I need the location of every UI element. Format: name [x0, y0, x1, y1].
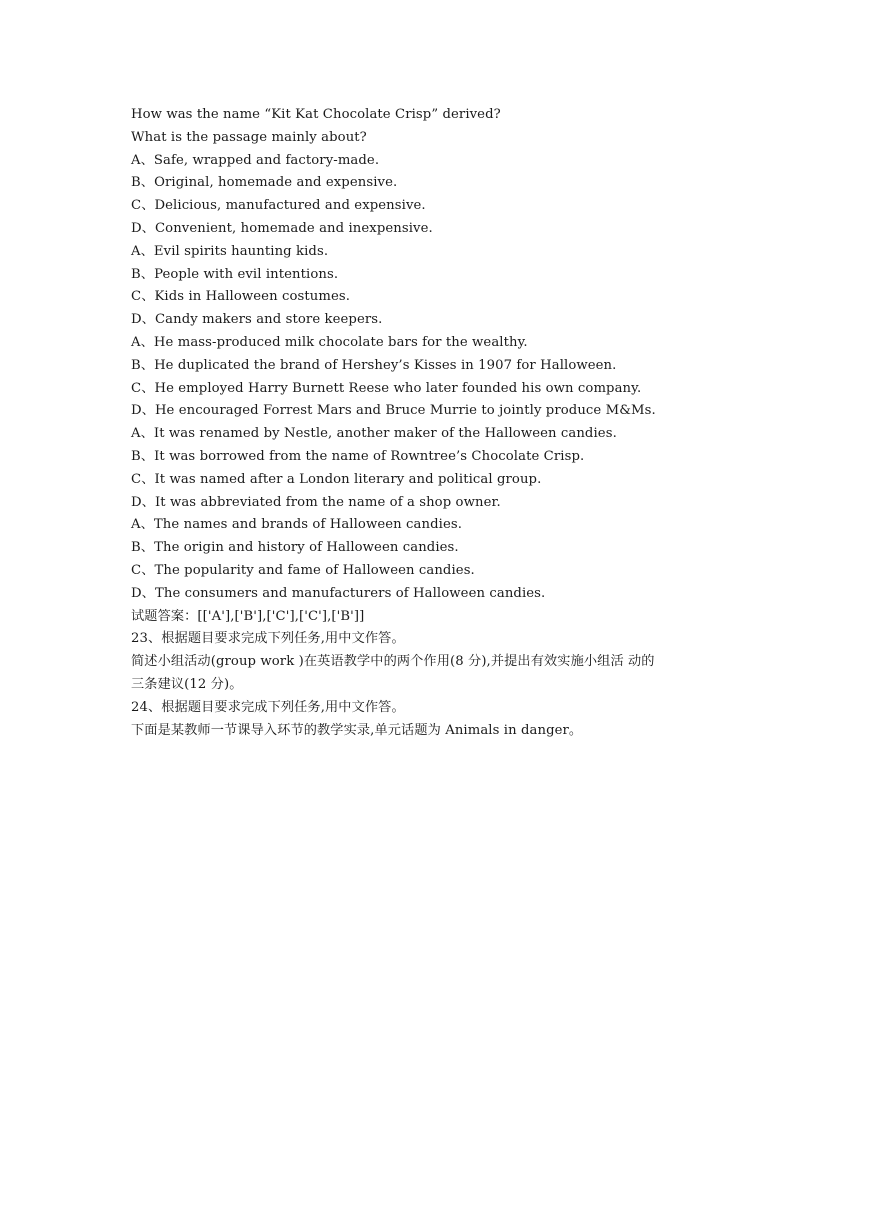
question-24-heading: 24、根据题目要求完成下列任务,用中文作答。 [131, 699, 405, 715]
option-line: B、It was borrowed from the name of Rowntree’s Chocolate Crisp. [131, 448, 585, 464]
option-line: D、Convenient, homemade and inexpensive. [131, 220, 433, 236]
option-line: A、Evil spirits haunting kids. [131, 243, 329, 259]
option-line: A、Safe, wrapped and factory-made. [131, 152, 380, 168]
option-line: A、He mass-produced milk chocolate bars for the wealthy. [131, 334, 528, 350]
answer-key: 试题答案：[['A'],['B'],['C'],['C'],['B']] [131, 608, 365, 624]
question-24-prompt: 下面是某教师一节课导入环节的教学实录,单元话题为 Animals in danger。 [131, 722, 583, 738]
option-line: D、He encouraged Forrest Mars and Bruce Murrie to jointly produce M&Ms. [131, 403, 656, 419]
option-line: B、He duplicated the brand of Hershey’s Kisses in 1907 for Halloween. [131, 357, 617, 373]
option-line: C、He employed Harry Burnett Reese who later founded his own company. [131, 380, 642, 396]
option-line: D、The consumers and manufacturers of Halloween candies. [131, 585, 546, 601]
question-kit-kat-name: How was the name “Kit Kat Chocolate Crisp” derived? [131, 107, 501, 122]
option-line: A、The names and brands of Halloween candies. [131, 517, 463, 533]
option-line: B、People with evil intentions. [131, 266, 339, 282]
option-line: B、Original, homemade and expensive. [131, 175, 398, 191]
option-line: B、The origin and history of Halloween candies. [131, 540, 459, 556]
question-23-heading: 23、根据题目要求完成下列任务,用中文作答。 [131, 631, 405, 647]
option-line: C、Delicious, manufactured and expensive. [131, 198, 426, 214]
document-body [131, 104, 771, 742]
option-line: D、Candy makers and store keepers. [131, 312, 383, 328]
question-main-idea: What is the passage mainly about? [131, 129, 367, 145]
option-line: C、The popularity and fame of Halloween candies. [131, 562, 475, 578]
question-23-prompt: 简述小组活动(group work )在英语教学中的两个作用(8 分),并提出有效实施小组活 动的 [131, 654, 655, 670]
option-line: C、It was named after a London literary and political group. [131, 471, 542, 487]
option-line: C、Kids in Halloween costumes. [131, 289, 351, 305]
option-line: A、It was renamed by Nestle, another maker of the Halloween candies. [131, 426, 617, 442]
option-line: D、It was abbreviated from the name of a shop owner. [131, 494, 501, 510]
question-23-prompt-cont: 三条建议(12 分)。 [131, 676, 243, 692]
